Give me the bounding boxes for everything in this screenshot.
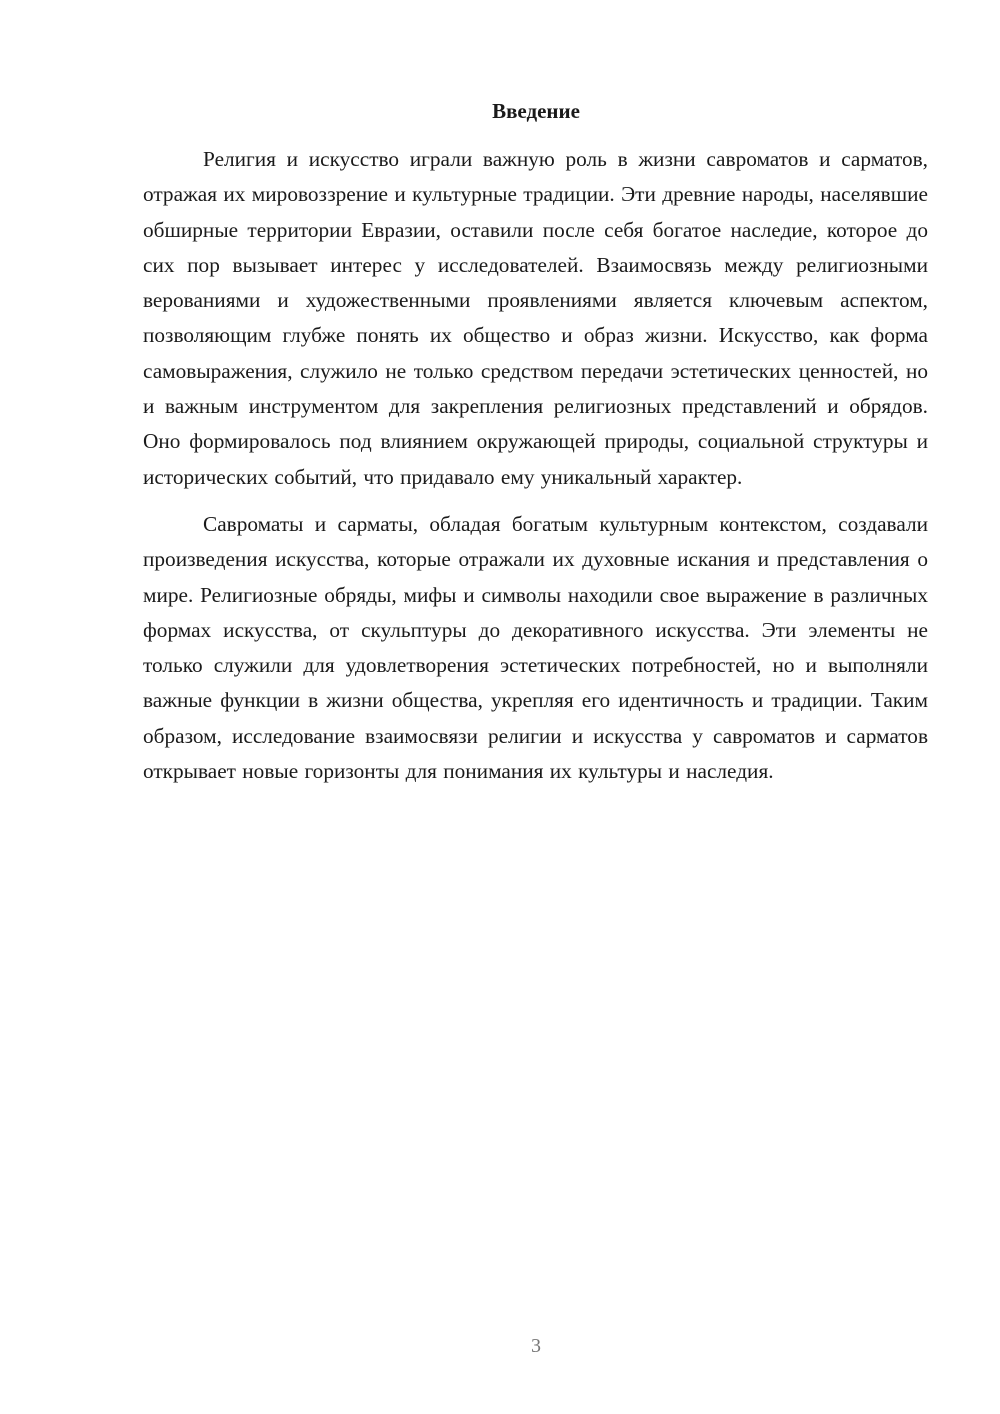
document-body xyxy=(143,142,928,789)
paragraph: Религия и искусство играли важную роль в жизни савроматов и сарматов, отражая их мировоззрение и культурные традиции. Эти древние народы, населявшие обширные территории Евразии, оставили после себя богатое наследие, которое до сих пор вызывает интерес у исследователей. Взаимосвязь между религиозными верованиями и художественными проявлениями является ключевым аспектом, позволяющим глубже понять их общество и образ жизни. Искусство, как форма самовыражения, служило не только средством передачи эстетических ценностей, но и важным инструментом для закрепления религиозных представлений и обрядов. Оно формировалось под влиянием окружающей природы, социальной структуры и исторических событий, что придавало ему уникальный характер. xyxy=(143,147,928,489)
page-number: 3 xyxy=(531,1335,541,1357)
paragraph: Савроматы и сарматы, обладая богатым культурным контекстом, создавали произведения искусства, которые отражали их духовные искания и представления о мире. Религиозные обряды, мифы и символы находили свое выражение в различных формах искусства, от скульптуры до декоративного искусства. Эти элементы не только служили для удовлетворения эстетических потребностей, но и выполняли важные функции в жизни общества, укрепляя его идентичность и традиции. Таким образом, исследование взаимосвязи религии и искусства у савроматов и сарматов открывает новые горизонты для понимания их культуры и наследия. xyxy=(143,511,928,784)
page-title: Введение xyxy=(492,99,580,123)
